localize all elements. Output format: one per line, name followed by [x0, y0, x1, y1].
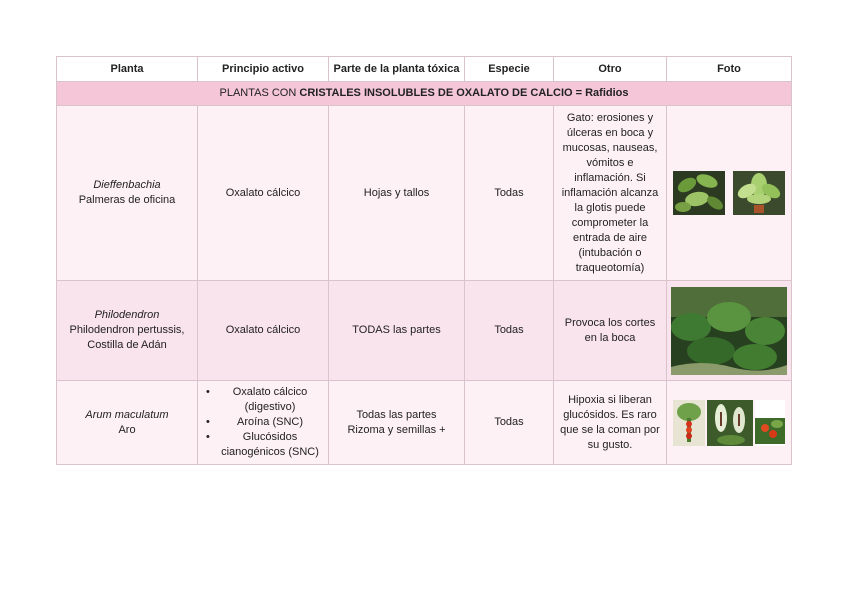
section-row: [57, 82, 792, 106]
bullet: •: [206, 431, 210, 443]
section-prefix: PLANTAS CON: [219, 87, 300, 99]
part-cell: Hojas y tallos: [329, 106, 465, 281]
other-cell: Gato: erosiones y úlceras en boca y mucosas, nauseas, vómitos e inflamación. Si inflamación alcanza la glotis puede comprometer la entrada de aire (intubación o traqueotomía): [554, 106, 667, 281]
header-species: Especie: [465, 57, 554, 82]
header-active: Principio activo: [198, 57, 329, 82]
photo-cell: [667, 281, 792, 381]
scientific-name: Philodendron: [94, 309, 160, 321]
photo-cell: [667, 381, 792, 465]
plant-cell: [57, 106, 198, 281]
table-row: [57, 106, 792, 281]
active-list: [202, 385, 324, 460]
header-plant: Planta: [57, 57, 198, 82]
arum-photo-2: [707, 400, 753, 446]
common-name: Palmeras de oficina: [78, 194, 176, 206]
dieffenbachia-photo-2: [733, 171, 785, 215]
philodendron-photo: [671, 287, 787, 375]
part-line-2: Rizoma y semillas +: [347, 423, 446, 436]
list-item: • Glucósidos cianogénicos (SNC): [206, 431, 319, 458]
bullet: •: [206, 386, 210, 398]
active-cell: [198, 381, 329, 465]
active-cell: Oxalato cálcico: [198, 281, 329, 381]
other-cell: Provoca los cortes en la boca: [554, 281, 667, 381]
scientific-name: Dieffenbachia: [93, 179, 161, 191]
list-item: • Aroína (SNC): [206, 416, 304, 428]
common-name: Philodendron pertussis, Costilla de Adán: [69, 324, 185, 351]
arum-photo-1: [673, 400, 705, 446]
other-cell: Hipoxia si liberan glucósidos. Es raro que se la coman por su gusto.: [554, 381, 667, 465]
plant-cell: [57, 281, 198, 381]
photo-cell: [667, 106, 792, 281]
plant-cell: [57, 381, 198, 465]
common-name: Aro: [118, 423, 136, 436]
scientific-name: Arum maculatum: [85, 408, 169, 421]
active-cell: Oxalato cálcico: [198, 106, 329, 281]
arum-photo-3: [755, 400, 785, 446]
table-header-row: [57, 57, 792, 82]
header-photo: Foto: [667, 57, 792, 82]
bullet: •: [206, 416, 210, 428]
species-cell: Todas: [465, 106, 554, 281]
part-cell: [329, 381, 465, 465]
plants-table: [56, 56, 792, 465]
species-cell: Todas: [465, 381, 554, 465]
part-cell: TODAS las partes: [329, 281, 465, 381]
table-row: [57, 281, 792, 381]
header-part: Parte de la planta tóxica: [329, 57, 465, 82]
list-item: • Oxalato cálcico (digestivo): [206, 386, 308, 413]
dieffenbachia-photo-1: [673, 171, 725, 215]
header-other: Otro: [554, 57, 667, 82]
part-line-1: Todas las partes: [356, 408, 437, 421]
table-row: [57, 381, 792, 465]
species-cell: Todas: [465, 281, 554, 381]
section-bold: CRISTALES INSOLUBLES DE OXALATO DE CALCIO = Rafidios: [299, 87, 629, 99]
section-title: [57, 82, 792, 106]
